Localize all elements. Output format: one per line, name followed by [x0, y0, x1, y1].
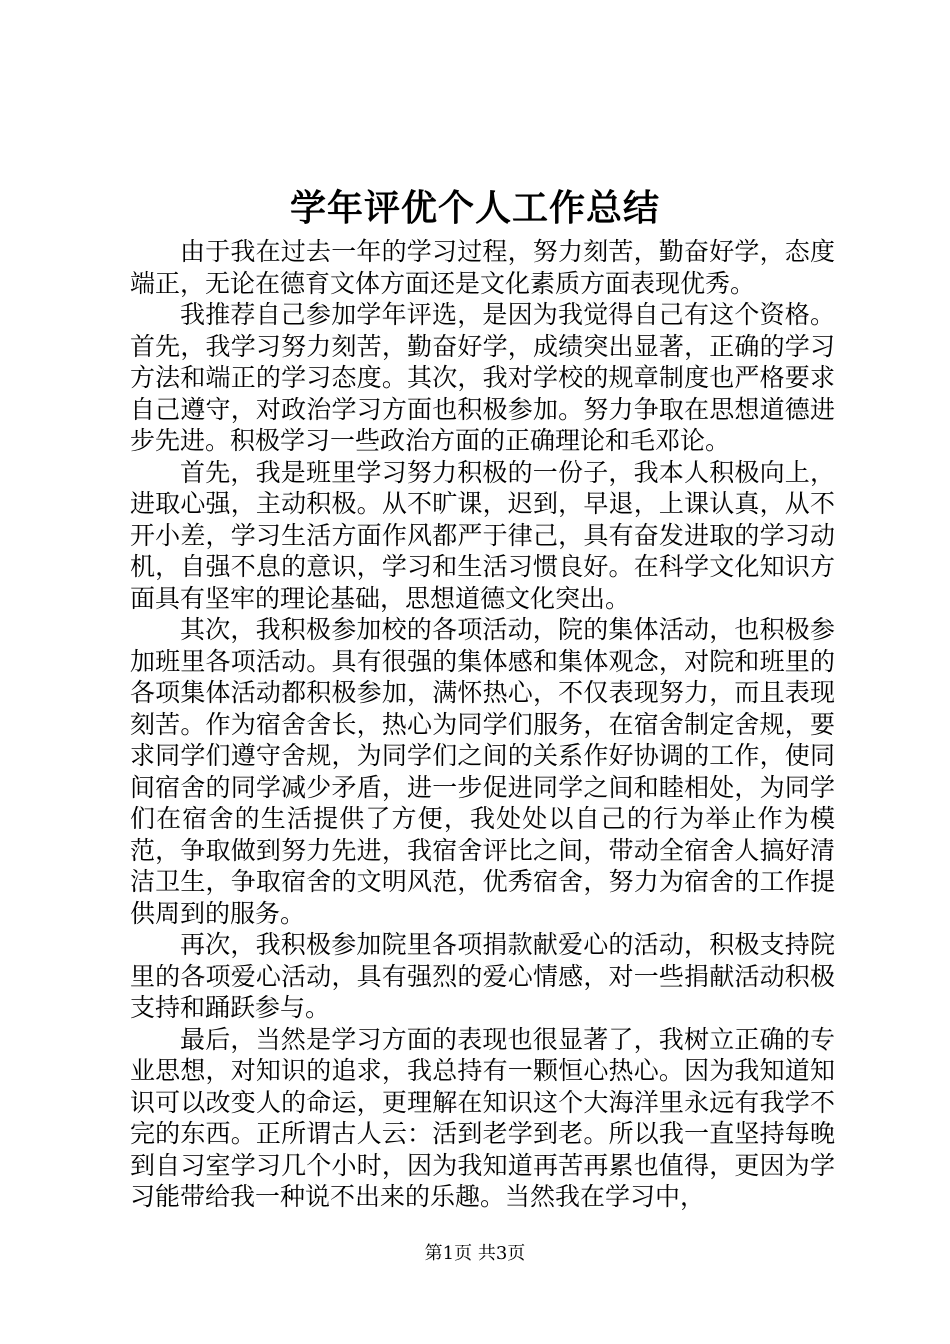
document-title: 学年评优个人工作总结	[289, 187, 660, 229]
paragraph-6: 最后，当然是学习方面的表现也很显著了，我树立正确的专业思想，对知识的追求，我总持有一颗恒心热心。因为我知道知识可以改变人的命运，更理解在知识这个大海洋里永远有我学不完的东西。正所谓古人云：活到老学到老。所以我一直坚持每晚到自习室学习几个小时，因为我知道再苦再累也值得，更因为学习能带给我一种说不出来的乐趣。当然我在学习中，	[130, 1024, 835, 1211]
paragraph-5: 再次，我积极参加院里各项捐款献爱心的活动，积极支持院里的各项爱心活动，具有强烈的爱心情感，对一些捐献活动积极支持和踊跃参与。	[130, 930, 835, 1022]
paragraph-3: 首先，我是班里学习努力积极的一份子，我本人积极向上，进取心强，主动积极。从不旷课，迟到，早退，上课认真，从不开小差，学习生活方面作风都严于律己，具有奋发进取的学习动机，自强不息的意识，学习和生活习惯良好。在科学文化知识方面具有坚牢的理论基础，思想道德文化突出。	[130, 457, 835, 613]
page-number-footer: 第1页 共3页	[424, 1243, 526, 1264]
paragraph-2: 我推荐自己参加学年评选，是因为我觉得自己有这个资格。首先，我学习努力刻苦，勤奋好学，成绩突出显著，正确的学习方法和端正的学习态度。其次，我对学校的规章制度也严格要求自己遵守，对政治学习方面也积极参加。努力争取在思想道德进步先进。积极学习一些政治方面的正确理论和毛邓论。	[130, 300, 835, 455]
paragraph-1: 由于我在过去一年的学习过程，努力刻苦，勤奋好学，态度端正，无论在德育文体方面还是文化素质方面表现优秀。	[130, 237, 835, 298]
document-body	[130, 236, 835, 1213]
paragraph-4: 其次，我积极参加校的各项活动，院的集体活动，也积极参加班里各项活动。具有很强的集体感和集体观念，对院和班里的各项集体活动都积极参加，满怀热心，不仅表现努力，而且表现刻苦。作为宿舍舍长，热心为同学们服务，在宿舍制定舍规，要求同学们遵守舍规，为同学们之间的关系作好协调的工作，使同间宿舍的同学减少矛盾，进一步促进同学之间和睦相处，为同学们在宿舍的生活提供了方便，我处处以自己的行为举止作为模范，争取做到努力先进，我宿舍评比之间，带动全宿舍人搞好清洁卫生，争取宿舍的文明风范，优秀宿舍，努力为宿舍的工作提供周到的服务。	[130, 615, 835, 928]
